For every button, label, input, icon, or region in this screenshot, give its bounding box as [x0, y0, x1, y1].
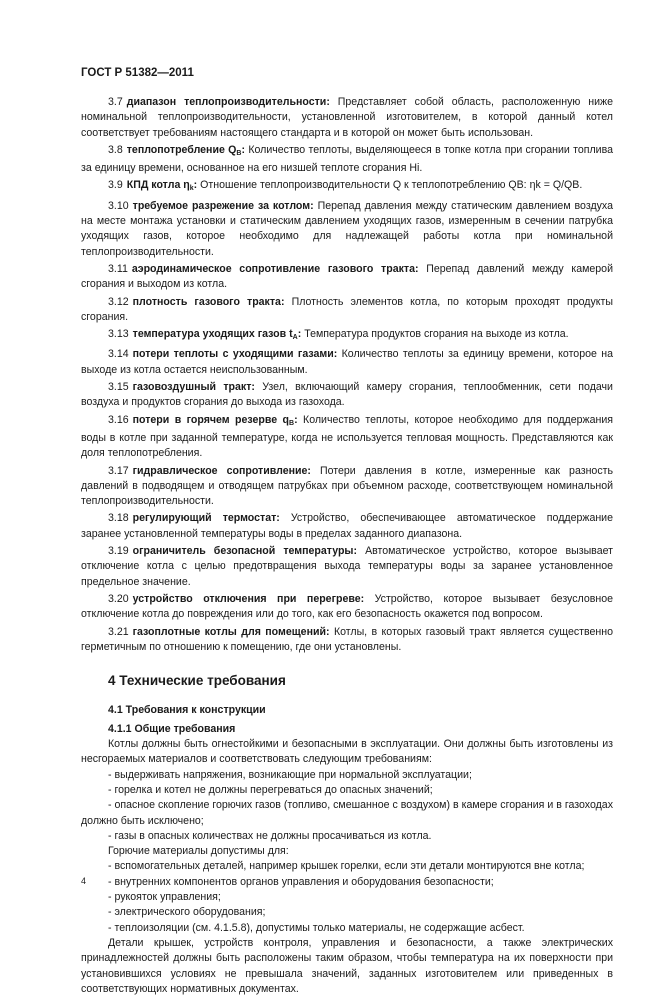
definition-number: 3.18 [108, 512, 129, 525]
definition-number: 3.13 [108, 328, 129, 341]
definition-number: 3.19 [108, 545, 129, 558]
definition-symbol-subscript: k [189, 185, 194, 193]
definition-number: 3.7 [108, 96, 123, 108]
definition-number: 3.20 [108, 592, 129, 605]
document-header: ГОСТ Р 51382—2011 [81, 67, 194, 79]
definition-term: теплопотребление Q [126, 143, 237, 156]
requirement-item: - газы в опасных количествах не должны просачиваться из котла. [108, 829, 432, 842]
definition-text: Потери давления в котле, измеренные как разность давлений в подводящем и отводящем патрубках при объемном расходе, соответствующем номинальной теплопроизводительности. [81, 464, 613, 508]
definition-text: Количество теплоты, выделяющееся в топке котла при сгорании топлива за единицу времени, основанное на его низшей теплоте сгорания Hi. [81, 143, 614, 175]
definition-number: 3.9 [108, 179, 123, 192]
definition-text: Узел, включающий камеру сгорания, теплообменник, сети подачи воздуха и продуктов сгорания до выхода из газохода. [81, 381, 613, 409]
definition-item: 3.9 КПД котла $\eta_k$: Отношение теплопроизводительности Q к теплопотреблению QB: ηk = Q/QB. [108, 179, 583, 193]
definition-term: потери в горячем резерве q [132, 413, 290, 426]
definition-number: 3.16 [108, 413, 129, 426]
definition-item [81, 544, 613, 590]
page-number: 4 [81, 876, 87, 886]
definition-item: 3.8 теплопотребление $Q_B$: Количество теплоты, выделяющееся в топке котла при сгорании топлива за единицу времени, основанное на его низшей теплоте сгорания Hi. [81, 143, 614, 175]
definition-symbol-subscript: B [236, 149, 242, 157]
definition-number: 3.21 [108, 625, 129, 638]
definition-text: Перепад давления между статическим давлением воздуха на месте монтажа установки и статическим давлением уходящих газов, измеренным в сечении патрубка уходящих газов, которое необходимо для надлежащей работы котла при номинальной теплопроизводительности. [81, 199, 613, 258]
definition-term: газоплотные котлы для помещений: [132, 625, 330, 638]
definition-term: газовоздушный тракт: [132, 381, 255, 394]
definition-text: Перепад давлений между камерой сгорания и выходом из котла. [81, 262, 613, 291]
definition-text: Количество теплоты за единицу времени, которое на выходе из котла остается неиспользованным. [81, 348, 613, 376]
definition-item [81, 592, 613, 623]
definition-term: температура уходящих газов t [132, 328, 293, 341]
definition-text: Котлы, в которых газовый тракт является существенно герметичным по отношению к помещению, где они установлены. [81, 625, 613, 653]
requirement-item: - выдерживать напряжения, возникающие при нормальной эксплуатации; [108, 768, 472, 781]
definition-term: регулирующий термостат: [132, 512, 280, 525]
definition-text: Отношение теплопроизводительности Q к теплопотреблению QB: ηk = Q/QB. [200, 179, 583, 192]
definition-number: 3.12 [108, 295, 129, 308]
definition-symbol-subscript: B [289, 419, 295, 427]
definition-item: 3.16 потери в горячем резерве $q_B$: Количество теплоты, которое необходимо для поддержания воды в котле при заданной температуре, когда не используется тепловая мощность. Представляются как доля теплопотребления. [81, 413, 613, 460]
intro-paragraph: Котлы должны быть огнестойкими и безопасными в эксплуатации. Они должны быть изготовлены из несгораемых материалов и соответствовать следующим требованиям: [81, 738, 613, 766]
definition-item [81, 511, 613, 542]
definition-item [81, 625, 613, 656]
subsubsection-heading: 4.1.1 Общие требования [108, 723, 236, 736]
definition-number: 3.15 [108, 381, 129, 394]
definition-symbol-subscript: A [292, 334, 298, 342]
definition-term: КПД котла η [126, 179, 190, 192]
definition-item [81, 347, 613, 378]
definition-number: 3.11 [108, 262, 128, 275]
definition-term: устройство отключения при перегреве: [132, 592, 365, 605]
definition-item [81, 262, 613, 293]
definition-item [81, 295, 613, 326]
definition-item [81, 95, 613, 141]
definition-text: Температура продуктов сгорания на выходе из котла. [304, 328, 569, 341]
definition-number: 3.17 [108, 464, 129, 477]
combustible-item: - вспомогательных деталей, например крышек горелки, если эти детали монтируются вне котла; [108, 860, 585, 873]
subsection-heading: 4.1 Требования к конструкции [108, 704, 266, 717]
definition-text: Количество теплоты, которое необходимо для поддержания воды в котле при заданной температуре, когда не используется тепловая мощность. Представляются как доля теплопотребления. [81, 413, 613, 460]
definition-text: Устройство, обеспечивающее автоматическое поддержание заранее установленной температуры воды в пределах заданного диапазона. [81, 512, 613, 540]
definition-number: 3.8 [108, 143, 123, 156]
definition-item: 3.13 температура уходящих газов $t_A$: Температура продуктов сгорания на выходе из котла. [108, 328, 569, 342]
section-heading: 4 Технические требования [108, 673, 286, 689]
definition-term: ограничитель безопасной температуры: [132, 545, 358, 558]
definition-number: 3.10 [108, 199, 129, 212]
definitions-list [81, 95, 613, 655]
definition-text: Устройство, которое вызывает безусловное отключение котла до повреждения или до того, как его безопасность окажется под вопросом. [81, 592, 613, 621]
combustible-item: - рукояток управления; [108, 891, 221, 904]
page-body [81, 93, 613, 997]
combustible-item: - электрического оборудования; [108, 906, 266, 919]
definition-term: гидравлическое сопротивление: [132, 464, 311, 477]
definition-number: 3.14 [108, 348, 129, 361]
definition-text: Представляет собой область, расположенную ниже номинальной теплопроизводительности, установленной изготовителем, в которой данный котел соответствует требованиям настоящего стандарта и в которой он может быть использован. [81, 96, 613, 139]
definition-term: потери теплоты с уходящими газами: [132, 348, 338, 361]
definition-item [81, 199, 613, 260]
definition-term: требуемое разрежение за котлом: [132, 199, 314, 212]
definition-term: плотность газового тракта: [132, 295, 285, 308]
requirement-item: - опасное скопление горючих газов (топливо, смешанное с воздухом) в камере сгорания и в газоходах должно быть исключено; [81, 799, 613, 827]
combustible-intro: Горючие материалы допустимы для: [108, 845, 289, 858]
closing-paragraph: Детали крышек, устройств контроля, управления и безопасности, а также электрических принадлежностей должны быть расположены таким образом, чтобы температура на их поверхности при установившихся условиях не превышала значений, заданных изготовителем или приведенных в соответствующих нормативных документах. [81, 936, 613, 995]
definition-term: диапазон теплопроизводительности: [126, 96, 330, 108]
definition-term: аэродинамическое сопротивление газового тракта: [131, 262, 419, 275]
definition-text: Автоматическое устройство, которое вызывает отключение котла с целью предотвращения выхода температуры воды за заранее установленное предельное значение. [81, 545, 613, 588]
combustible-item: - теплоизоляции (см. 4.1.5.8), допустимы только материалы, не содержащие асбест. [108, 921, 525, 934]
definition-item [81, 464, 613, 510]
combustible-item: - внутренних компонентов органов управления и оборудования безопасности; [108, 875, 494, 888]
requirement-item: - горелка и котел не должны перегреваться до опасных значений; [108, 783, 433, 796]
definition-item [81, 380, 613, 411]
definition-text: Плотность элементов котла, по которым проходят продукты сгорания. [81, 295, 613, 323]
